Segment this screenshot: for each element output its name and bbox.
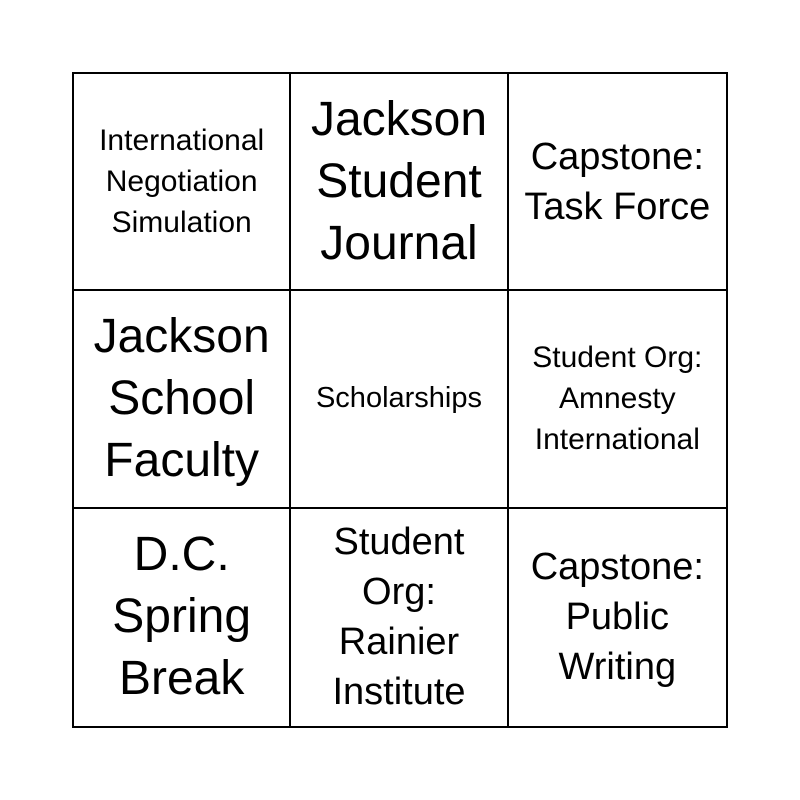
- bingo-cell-r2c1[interactable]: [74, 291, 291, 508]
- bingo-cell-label: Scholarships: [315, 382, 482, 415]
- bingo-cell-label: Jackson School Faculty: [93, 309, 270, 487]
- bingo-cell-r1c1[interactable]: [74, 74, 291, 291]
- bingo-cell-label: Student Org: Rainier Institute: [332, 521, 466, 714]
- bingo-cell-label: D.C. Spring Break: [112, 528, 252, 706]
- bingo-cell-label: Jackson Student Journal: [310, 92, 488, 270]
- bingo-cell-label: Student Org: Amnesty International: [532, 341, 703, 457]
- bingo-cell-label: International Negotiation Simulation: [99, 124, 265, 240]
- bingo-cell-r3c2[interactable]: [291, 509, 508, 726]
- bingo-cell-r2c2[interactable]: [291, 291, 508, 508]
- bingo-cell-r1c3[interactable]: [509, 74, 726, 291]
- bingo-cell-label: Capstone: Public Writing: [530, 546, 704, 689]
- bingo-board: [72, 72, 728, 728]
- bingo-cell-r1c2[interactable]: [291, 74, 508, 291]
- bingo-cell-r3c3[interactable]: [509, 509, 726, 726]
- bingo-cell-label: Capstone: Task Force: [524, 135, 711, 228]
- bingo-cell-r2c3[interactable]: [509, 291, 726, 508]
- bingo-cell-r3c1[interactable]: [74, 509, 291, 726]
